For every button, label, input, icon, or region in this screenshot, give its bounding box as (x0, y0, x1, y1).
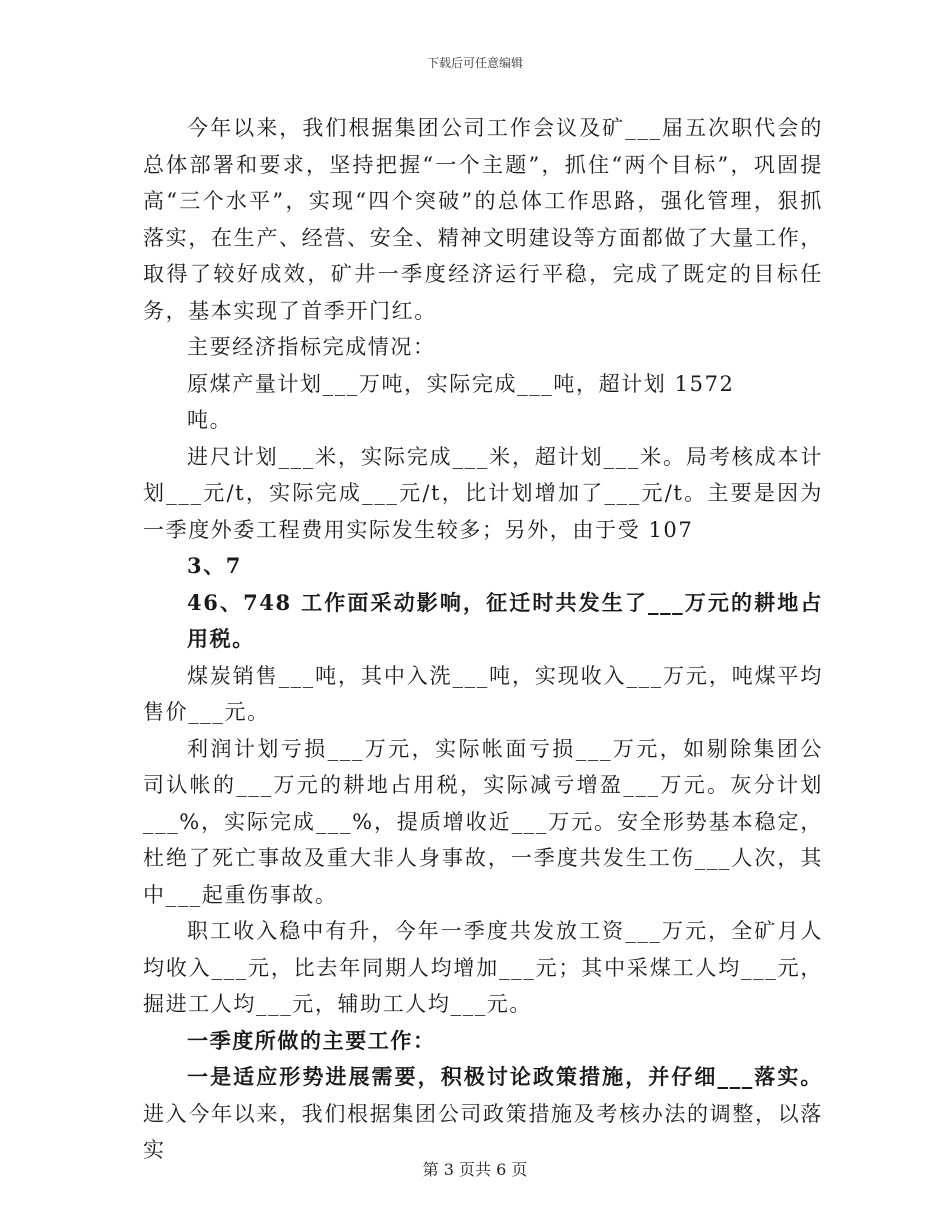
page-header: 下载后可任意编辑 (426, 56, 523, 70)
paragraph-coal-output-unit: 吨。 (187, 408, 233, 432)
paragraph-profit-safety: 利润计划亏损___万元，实际帐面亏损___万元，如剔除集团公司认帐的___万元的耕地占用税，实际减亏增盈___万元。灰分计划___%，实际完成___%，提质增收近___万元。安全形势基本稳定，杜绝了死亡事故及重大非人身事故，一季度共发生工伤___人次，其中___起重伤事故。 (143, 736, 823, 907)
first-item-text: 进入今年以来，我们根据集团公司政策措施及考核办法的调整，以落实 (143, 1101, 823, 1162)
paragraph-coal-sales: 煤炭销售___吨，其中入洗___吨，实现收入___万元，吨煤平均售价___元。 (143, 663, 823, 724)
paragraph-main-work-heading: 一季度所做的主要工作： (187, 1027, 436, 1053)
paragraph-indicators-heading: 主要经济指标完成情况： (187, 335, 436, 359)
first-item-title: 一是适应形势进展需要，积极讨论政策措施，并仔细___落实。 (187, 1064, 823, 1089)
paragraph-footage-cost: 进尺计划___米，实际完成___米，超计划___米。局考核成本计划___元/t，实际完成___元/t，比计划增加了___元/t。主要是因为一季度外委工程费用实际发生较多；另外，由于受 107 (143, 444, 823, 542)
paragraph-first-item (143, 1059, 823, 1169)
document-body (143, 110, 823, 1169)
paragraph-intro: 今年以来，我们根据集团公司工作会议及矿___届五次职代会的总体部署和要求，坚持把握“一个主题”，抓住“两个目标”，巩固提高“三个水平”，实现“四个突破”的总体工作思路，强化管理，狠抓落实，在生产、经营、安全、精神文明建设等方面都做了大量工作，取得了较好成效，矿井一季度经济运行平稳，完成了既定的目标任务，基本实现了首季开门红。 (143, 116, 823, 323)
paragraph-income: 职工收入稳中有升，今年一季度共发放工资___万元，全矿月人均收入___元，比去年同期人均增加___元；其中采煤工人均___元，掘进工人均___元，辅助工人均___元。 (143, 919, 823, 1016)
paragraph-land-tax: 46、748 工作面采动影响，征迁时共发生了___万元的耕地占用税。 (187, 589, 823, 651)
page-footer: 第 3 页共 6 页 (422, 1160, 528, 1179)
paragraph-coal-output: 原煤产量计划___万吨，实际完成___吨，超计划 1572 (187, 371, 735, 396)
paragraph-fragment-number: 3、7 (187, 553, 243, 578)
